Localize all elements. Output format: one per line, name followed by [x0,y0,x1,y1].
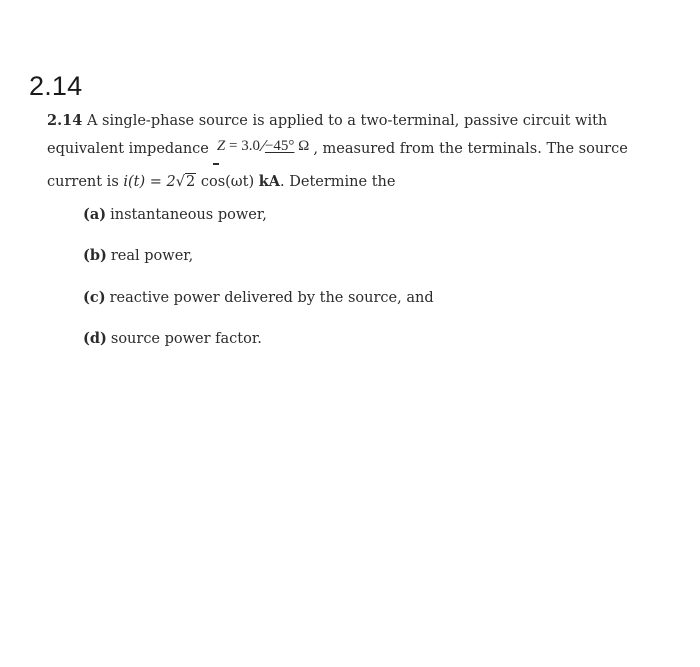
part-c-text: reactive power delivered by the source, and [109,290,434,306]
problem-line-1 [47,111,607,131]
problem-line-2-text-before: equivalent impedance [47,141,209,157]
problem-line-3-text-before: current is [47,174,119,190]
impedance-equals: = [228,138,238,154]
part-a-label: (a) [83,206,107,223]
current-coeff: 2 [166,174,176,190]
current-radicand: 2 [186,174,196,190]
part-d [83,329,262,349]
problem-number: 2.14 [47,112,83,129]
current-equals: = [149,174,162,190]
problem-line-2 [47,139,628,159]
impedance-symbol: Z [216,138,226,154]
current-func: cos(ωt) [200,174,255,190]
part-b-label: (b) [83,247,107,264]
section-heading: 2.14 [29,71,83,101]
current-lhs: i(t) [123,174,146,190]
part-c-label: (c) [83,289,106,306]
sqrt-icon: √2 [175,174,196,190]
part-c [83,288,434,308]
impedance-angle: −45° [264,138,295,154]
part-d-label: (d) [83,330,107,347]
problem-line-1-text: A single-phase source is applied to a two-terminal, passive circuit with [86,113,608,129]
problem-line-2-text-after: , measured from the terminals. The source [313,141,628,157]
overbar-mark [213,163,219,165]
part-b [83,246,193,266]
part-b-text: real power, [110,248,194,264]
part-d-text: source power factor. [110,331,262,347]
impedance-magnitude: 3.0 [241,138,260,154]
current-unit: kA [258,173,281,190]
part-a [83,205,267,225]
problem-line-3 [47,172,395,192]
current-expression [123,174,280,190]
part-a-text: instantaneous power, [110,207,267,223]
impedance-unit: Ω [298,138,310,154]
impedance-expression [217,136,309,156]
problem-line-3-text-after: . Determine the [280,174,396,190]
